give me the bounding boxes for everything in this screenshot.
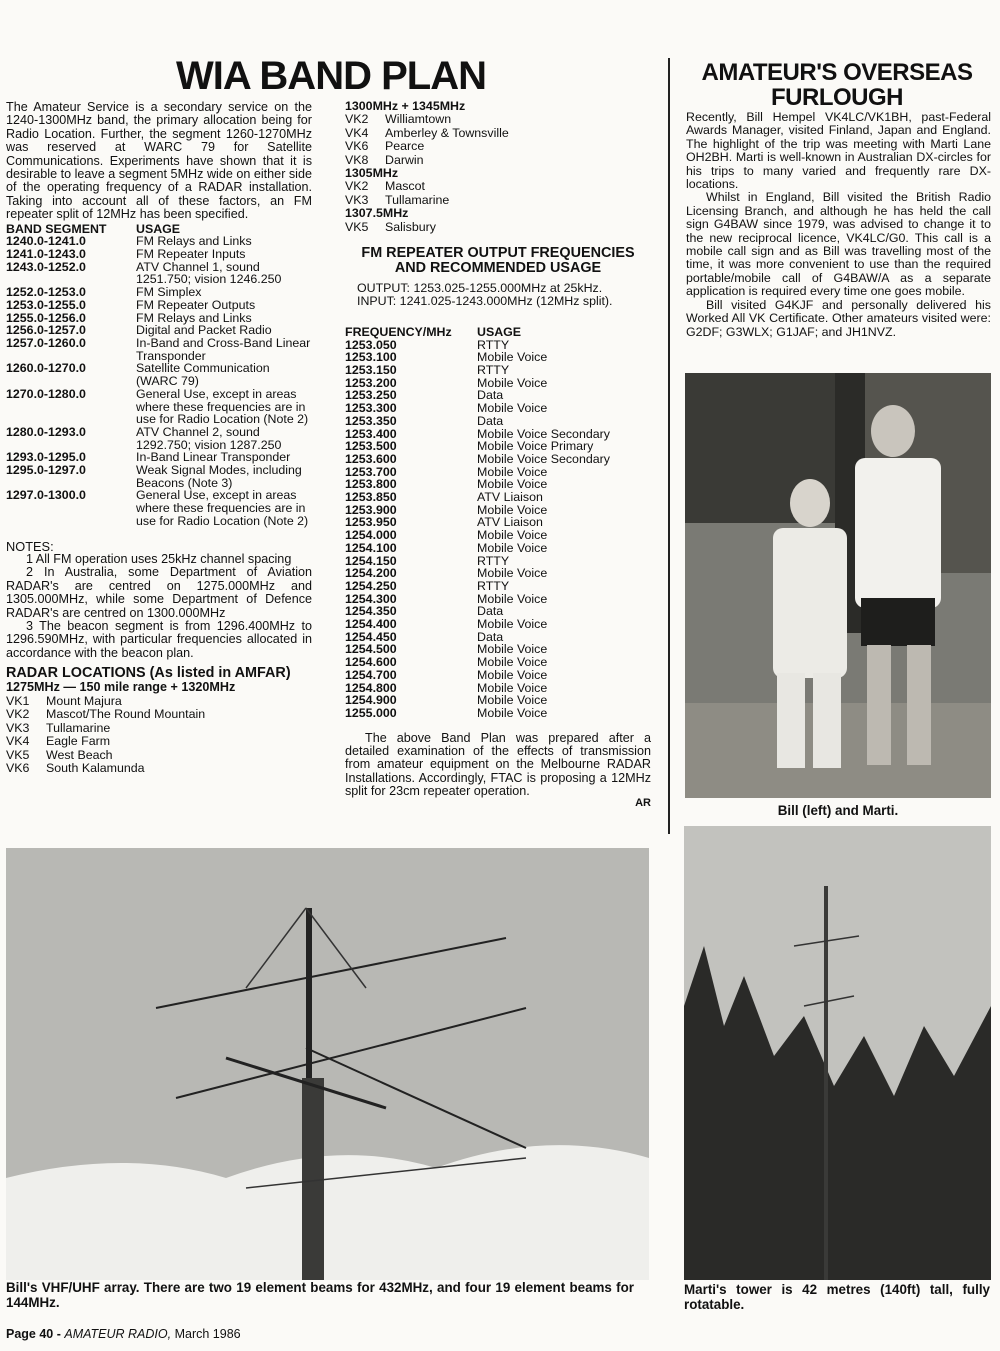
- radar-callsign-area: VK4: [345, 125, 369, 140]
- frequency-value: 1253.600: [345, 451, 397, 466]
- radar-group1-heading: 1300MHz + 1345MHz: [345, 99, 466, 113]
- photo-bill-and-marti: [685, 373, 991, 798]
- band-segment-table: [6, 223, 312, 528]
- radar-group2-list: [345, 180, 651, 207]
- radar-location-row: [345, 140, 651, 153]
- header-band-segment: BAND SEGMENT: [6, 221, 107, 236]
- footer-date: March 1986: [171, 1327, 241, 1341]
- radar-location-name: Amberley & Townsville: [385, 125, 509, 140]
- band-row: [6, 286, 312, 299]
- band-segment: 1255.0-1256.0: [6, 310, 86, 325]
- frequency-usage: Mobile Voice Secondary: [477, 426, 610, 441]
- frequency-value: 1253.900: [345, 502, 397, 517]
- frequency-value: 1253.300: [345, 401, 397, 416]
- input-line: INPUT: 1241.025-1243.000MHz (12MHz split).: [357, 294, 613, 309]
- frequency-usage: Mobile Voice: [477, 667, 548, 682]
- frequency-row: [345, 707, 651, 720]
- frequency-usage: Data: [477, 629, 504, 644]
- frequency-row: [345, 580, 651, 593]
- article-title-line2: FURLOUGH: [771, 84, 903, 111]
- band-row: [6, 299, 312, 312]
- frequency-row: [345, 669, 651, 682]
- band-usage: ATV Channel 2, sound 1292.750; vision 1287.250: [136, 424, 282, 452]
- radar-location-name: Eagle Farm: [46, 734, 111, 749]
- frequency-usage: Mobile Voice Primary: [477, 439, 594, 454]
- frequency-usage: Data: [477, 413, 504, 428]
- frequency-value: 1253.100: [345, 350, 397, 365]
- band-usage: ATV Channel 1, sound 1251.750; vision 1246.250: [136, 259, 282, 287]
- band-usage: In-Band Linear Transponder: [136, 450, 291, 465]
- frequency-usage: ATV Liaison: [477, 490, 543, 505]
- frequency-value: 1253.500: [345, 439, 397, 454]
- band-usage: In-Band and Cross-Band Linear Transponder: [136, 335, 311, 363]
- frequency-value: 1254.350: [345, 604, 397, 619]
- note-item: 1 All FM operation uses 25kHz channel spacing: [26, 551, 292, 566]
- radar-location-row: [345, 221, 651, 234]
- radar-location-row: [6, 708, 312, 722]
- frequency-row: [345, 440, 651, 453]
- fm-heading-line2: AND RECOMMENDED USAGE: [394, 260, 602, 277]
- band-usage: Weak Signal Modes, including Beacons (Note 3): [136, 463, 302, 490]
- frequency-value: 1253.050: [345, 337, 397, 352]
- page-footer: [6, 1327, 241, 1341]
- frequency-usage: Mobile Voice: [477, 477, 548, 492]
- note-item: 3 The beacon segment is from 1296.400MHz to 1296.590MHz, with particular frequencies allocated in accordance with the beacon plan.: [6, 618, 312, 660]
- notes-list: [6, 553, 312, 660]
- frequency-value: 1253.850: [345, 490, 397, 505]
- frequency-value: 1253.950: [345, 515, 397, 530]
- band-usage: FM Relays and Links: [136, 234, 252, 249]
- band-plan-article: [6, 101, 312, 776]
- footer-magazine: AMATEUR RADIO,: [64, 1327, 172, 1341]
- radar-callsign-area: VK6: [345, 139, 369, 154]
- column-divider: [668, 58, 670, 834]
- frequency-value: 1254.150: [345, 553, 397, 568]
- band-row: [6, 464, 312, 489]
- radar-group2-heading: 1305MHz: [345, 166, 399, 181]
- band-segment: 1253.0-1255.0: [6, 297, 86, 312]
- band-row: [6, 388, 312, 426]
- radar-callsign-area: VK2: [345, 112, 369, 127]
- frequency-value: 1254.200: [345, 566, 397, 581]
- frequency-usage: Mobile Voice: [477, 591, 548, 606]
- article-paragraph-2: Whilst in England, Bill visited the British Radio Licensing Branch, and although he has held the call sign G4BAW since 1979, was advised to change it to the new reciprocal licence, VK4LC/G0. This call is a mobile call sign and as Bill was travelling most of the time, it was more convenient to use than the required portable/mobile call of G4BAW/A as a separate application is required every time one goes mobile.: [686, 190, 991, 299]
- frequency-usage: RTTY: [477, 553, 510, 568]
- band-usage: FM Repeater Inputs: [136, 247, 246, 262]
- band-segment: 1243.0-1252.0: [6, 259, 86, 274]
- band-usage: Digital and Packet Radio: [136, 323, 272, 338]
- article-paragraph-1: Recently, Bill Hempel VK4LC/VK1BH, past-Federal Awards Manager, visited Finland, Japan and England. The highlight of the trip was meeting with Marti Lane OH2BH. Marti is well-known in Australian DX-circles for his trips to many varied and frequently rare DX-locations.: [686, 110, 991, 192]
- radar-callsign-area: VK3: [345, 192, 369, 207]
- frequency-usage: Mobile Voice: [477, 680, 548, 695]
- frequency-row: [345, 491, 651, 504]
- photo-bill-and-marti-caption: Bill (left) and Marti.: [777, 803, 899, 818]
- frequency-row: [345, 542, 651, 555]
- band-row: [6, 362, 312, 387]
- radar-location-name: Salisbury: [385, 219, 436, 234]
- radar-callsign-area: VK6: [6, 761, 30, 776]
- article-title-line1: AMATEUR'S OVERSEAS: [701, 59, 973, 86]
- frequency-value: 1254.500: [345, 642, 397, 657]
- band-segment: 1295.0-1297.0: [6, 463, 86, 478]
- closing-paragraph: The above Band Plan was prepared after a detailed examination of the effects of transmission from amateur equipment on the Melbourne RADAR Installations. Accordingly, FTAC is proposing a 12MHz split for 23cm repeater operation.: [345, 730, 651, 799]
- photo-vhf-uhf-array-image: [6, 848, 649, 1280]
- frequency-usage: Data: [477, 388, 504, 403]
- frequency-usage: Mobile Voice: [477, 350, 548, 365]
- frequency-value: 1254.450: [345, 629, 397, 644]
- band-segment: 1240.0-1241.0: [6, 234, 86, 249]
- photo-bill-and-marti-image: [685, 373, 991, 798]
- frequency-usage: Mobile Voice: [477, 655, 548, 670]
- radar-location-name: Darwin: [385, 152, 424, 167]
- photo-marti-tower: [684, 826, 991, 1280]
- header-usage: USAGE: [477, 324, 522, 339]
- frequency-value: 1254.700: [345, 667, 397, 682]
- frequency-usage: Mobile Voice: [477, 401, 548, 416]
- radar-callsign-area: VK5: [6, 747, 30, 762]
- frequency-row: [345, 453, 651, 466]
- output-line: OUTPUT: 1253.025-1255.000MHz at 25kHz.: [357, 281, 603, 296]
- radar-callsign-area: VK4: [6, 734, 30, 749]
- frequency-value: 1254.100: [345, 540, 397, 555]
- frequency-usage: Mobile Voice: [477, 642, 548, 657]
- radar-group1-list: [345, 113, 651, 167]
- frequency-value: 1253.350: [345, 413, 397, 428]
- band-segment: 1241.0-1243.0: [6, 247, 86, 262]
- radar-callsign-area: VK5: [345, 219, 369, 234]
- note-item: 2 In Australia, some Department of Aviation RADAR's are centred on 1275.000MHz and 1305.000MHz, while some Department of Defence RADAR's are centred on 1300.000MHz: [6, 565, 312, 620]
- band-usage: FM Repeater Outputs: [136, 297, 256, 312]
- frequency-usage: Mobile Voice: [477, 540, 548, 555]
- radar-location-name: Mascot/The Round Mountain: [46, 707, 206, 722]
- frequency-value: 1253.200: [345, 375, 397, 390]
- frequency-value: 1255.000: [345, 705, 397, 720]
- frequency-row: [345, 656, 651, 669]
- frequency-table-header: [345, 326, 651, 339]
- frequency-usage: Mobile Voice: [477, 705, 548, 720]
- frequency-rows: [345, 339, 651, 720]
- frequency-usage: Mobile Voice: [477, 502, 548, 517]
- radar-location-row: [6, 749, 312, 763]
- frequency-usage: Mobile Voice: [477, 464, 548, 479]
- band-usage: FM Relays and Links: [136, 310, 252, 325]
- frequency-usage: RTTY: [477, 337, 510, 352]
- frequency-usage: RTTY: [477, 362, 510, 377]
- article-paragraph-3: Bill visited G4KJF and personally delivered his Worked All VK Certificate. Other amateurs visited were: G2DF; G3WLX; G1JAF; and JH1NVZ.: [686, 297, 991, 339]
- band-segment: 1293.0-1295.0: [6, 450, 86, 465]
- frequency-row: [345, 529, 651, 542]
- radar-callsign-area: VK8: [345, 152, 369, 167]
- frequency-value: 1254.600: [345, 655, 397, 670]
- frequency-value: 1254.000: [345, 528, 397, 543]
- frequency-value: 1253.400: [345, 426, 397, 441]
- frequency-value: 1254.900: [345, 693, 397, 708]
- frequency-table: [345, 326, 651, 720]
- band-segment: 1257.0-1260.0: [6, 335, 86, 350]
- frequency-row: [345, 402, 651, 415]
- band-usage: FM Simplex: [136, 285, 202, 300]
- frequency-usage: Data: [477, 604, 504, 619]
- middle-column: [345, 100, 651, 809]
- photo-array-caption: Bill's VHF/UHF array. There are two 19 element beams for 432MHz, and four 19 element beams for 144MHz.: [6, 1280, 634, 1310]
- frequency-value: 1253.800: [345, 477, 397, 492]
- frequency-value: 1254.800: [345, 680, 397, 695]
- radar-location-name: Tullamarine: [385, 192, 450, 207]
- frequency-value: 1254.300: [345, 591, 397, 606]
- frequency-usage: Mobile Voice Secondary: [477, 451, 610, 466]
- band-segment: 1270.0-1280.0: [6, 386, 86, 401]
- intro-paragraph: The Amateur Service is a secondary service on the 1240-1300MHz band, the primary allocation being for Radio Location. Further, the segment 1260-1270MHz was reserved at WARC 79 for Satellite Communications. Experiments have shown that it is desirable to leave a segment 5MHz wide on either side of the operating frequency of a RADAR installation. Taking into account all of these factors, an FM repeater split of 12MHz has been specified.: [6, 100, 312, 222]
- frequency-usage: Mobile Voice: [477, 566, 548, 581]
- frequency-usage: Mobile Voice: [477, 693, 548, 708]
- frequency-value: 1253.150: [345, 362, 397, 377]
- radar-callsign-area: VK3: [6, 720, 30, 735]
- frequency-row: [345, 618, 651, 631]
- radar-location-row: [6, 735, 312, 749]
- radar-heading: RADAR LOCATIONS (As listed in AMFAR): [6, 665, 291, 682]
- band-rows: [6, 235, 312, 527]
- frequency-usage: RTTY: [477, 578, 510, 593]
- frequency-usage: Mobile Voice: [477, 375, 548, 390]
- sign-off: AR: [635, 796, 651, 809]
- radar-callsign-area: VK1: [6, 693, 30, 708]
- radar-location-row: [345, 180, 651, 193]
- band-segment: 1260.0-1270.0: [6, 361, 86, 376]
- frequency-row: [345, 364, 651, 377]
- radar-location-row: [6, 762, 312, 776]
- radar-group3-list: [345, 221, 651, 234]
- band-row: [6, 337, 312, 362]
- notes-heading: NOTES:: [6, 538, 54, 554]
- band-usage: General Use, except in areas where these frequencies are in use for Radio Location (Note 2): [136, 488, 309, 528]
- band-segment: 1256.0-1257.0: [6, 323, 86, 338]
- radar-location-name: Tullamarine: [46, 720, 111, 735]
- radar-callsign-area: VK2: [345, 179, 369, 194]
- photo-marti-tower-image: [684, 826, 991, 1280]
- band-segment: 1280.0-1293.0: [6, 424, 86, 439]
- band-row: [6, 489, 312, 527]
- page-title: WIA BAND PLAN: [176, 54, 486, 98]
- frequency-usage: ATV Liaison: [477, 515, 543, 530]
- radar-location-row: [345, 127, 651, 140]
- radar-location-name: Williamtown: [385, 112, 452, 127]
- radar-location-row: [345, 194, 651, 207]
- frequency-value: 1254.400: [345, 617, 397, 632]
- furlough-article: [686, 111, 991, 339]
- band-row: [6, 426, 312, 451]
- radar-location-name: Pearce: [385, 139, 425, 154]
- frequency-value: 1254.250: [345, 578, 397, 593]
- band-segment: 1252.0-1253.0: [6, 285, 86, 300]
- radar-location-row: [6, 722, 312, 736]
- radar-location-row: [6, 695, 312, 709]
- photo-vhf-uhf-array: [6, 848, 649, 1280]
- radar-location-list: [6, 695, 312, 776]
- fm-heading-line1: FM REPEATER OUTPUT FREQUENCIES: [361, 245, 635, 262]
- radar-location-name: Mascot: [385, 179, 425, 194]
- band-segment: 1297.0-1300.0: [6, 488, 86, 503]
- radar-location-name: West Beach: [46, 747, 113, 762]
- band-row: [6, 261, 312, 286]
- radar-group3-heading: 1307.5MHz: [345, 206, 409, 221]
- header-usage: USAGE: [136, 221, 181, 236]
- radar-location-name: Mount Majura: [46, 693, 122, 708]
- frequency-value: 1253.250: [345, 388, 397, 403]
- header-frequency: FREQUENCY/MHz: [345, 324, 452, 339]
- frequency-value: 1253.700: [345, 464, 397, 479]
- radar-location-row: [345, 154, 651, 167]
- radar-location-name: South Kalamunda: [46, 761, 145, 776]
- band-usage: Satellite Communication (WARC 79): [136, 361, 270, 389]
- radar-location-row: [345, 113, 651, 126]
- radar-subheading: 1275MHz — 150 mile range + 1320MHz: [6, 680, 236, 695]
- frequency-usage: Mobile Voice: [477, 617, 548, 632]
- band-row: [6, 248, 312, 261]
- band-usage: General Use, except in areas where these frequencies are in use for Radio Location (Note 2): [136, 386, 309, 427]
- photo-tower-caption: Marti's tower is 42 metres (140ft) tall, fully rotatable.: [684, 1282, 990, 1312]
- frequency-row: [345, 415, 651, 428]
- frequency-usage: Mobile Voice: [477, 528, 548, 543]
- footer-page: Page 40 -: [6, 1327, 65, 1341]
- radar-callsign-area: VK2: [6, 707, 30, 722]
